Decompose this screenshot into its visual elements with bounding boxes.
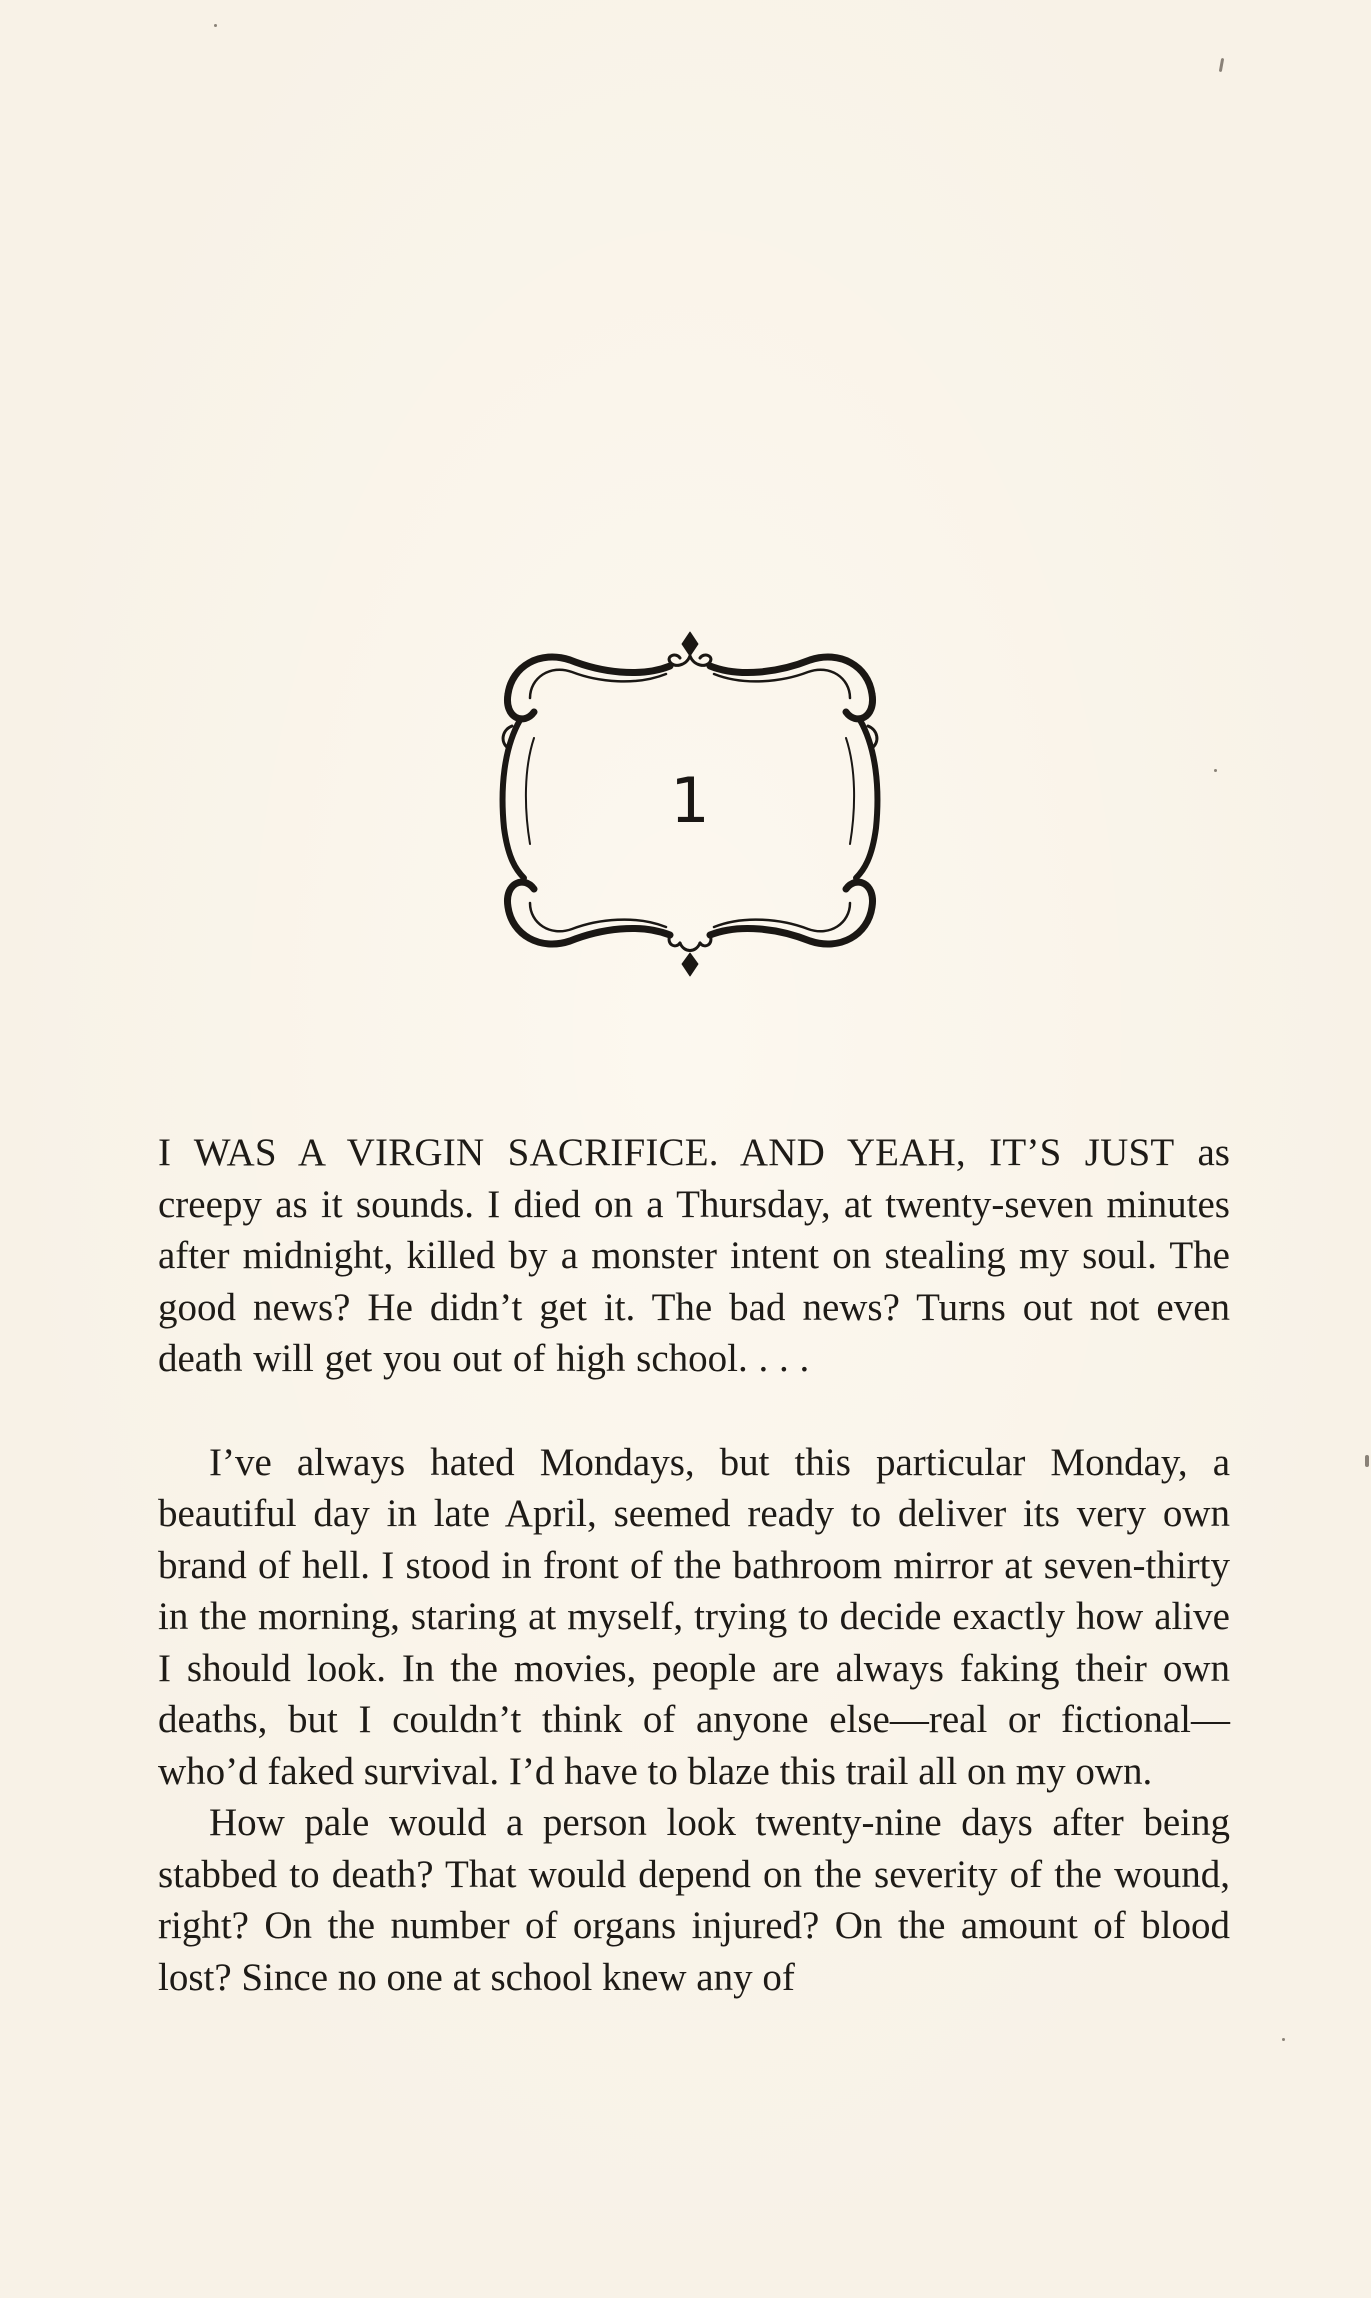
paper-speck xyxy=(1214,769,1217,772)
body-paragraph-1: I’ve always hated Mondays, but this particular Monday, a beautiful day in late April, seemed ready to deliver its very own brand of hell. I stood in front of the bathroom mirror at seven-thirty in the morning, staring at myself, trying to decide exactly how alive I should look. In the movies, people are always faking their own deaths, but I couldn’t think of anyone else—real or fictional—who’d faked survival. I’d have to blaze this trail all on my own. xyxy=(158,1440,1230,1793)
opening-small-caps: I WAS A VIRGIN SACRIFICE. AND YEAH, IT’S JUST xyxy=(158,1131,1175,1174)
paper-speck xyxy=(1282,2038,1285,2041)
opening-paragraph xyxy=(158,1127,1230,1385)
body-paragraph-2: How pale would a person look twenty-nine days after being stabbed to death? That would depend on the severity of the wound, right? On the number of organs injured? On the amount of blood lost? Since no one at school knew any of xyxy=(158,1801,1230,1999)
chapter-number: 1 xyxy=(670,763,710,837)
section-break xyxy=(158,1385,1230,1437)
paper-speck xyxy=(1365,1455,1369,1467)
opening-text: as creepy as it sounds. I died on a Thursday, at twenty-seven minutes after midnight, killed by a monster intent on stealing my soul. The good news? He didn’t get it. The bad news? Turns out not even death will get you out of high school. . . . xyxy=(158,1131,1230,1380)
chapter-text xyxy=(158,1127,1230,2003)
paper-speck xyxy=(1219,58,1224,72)
paper-speck xyxy=(214,24,217,27)
